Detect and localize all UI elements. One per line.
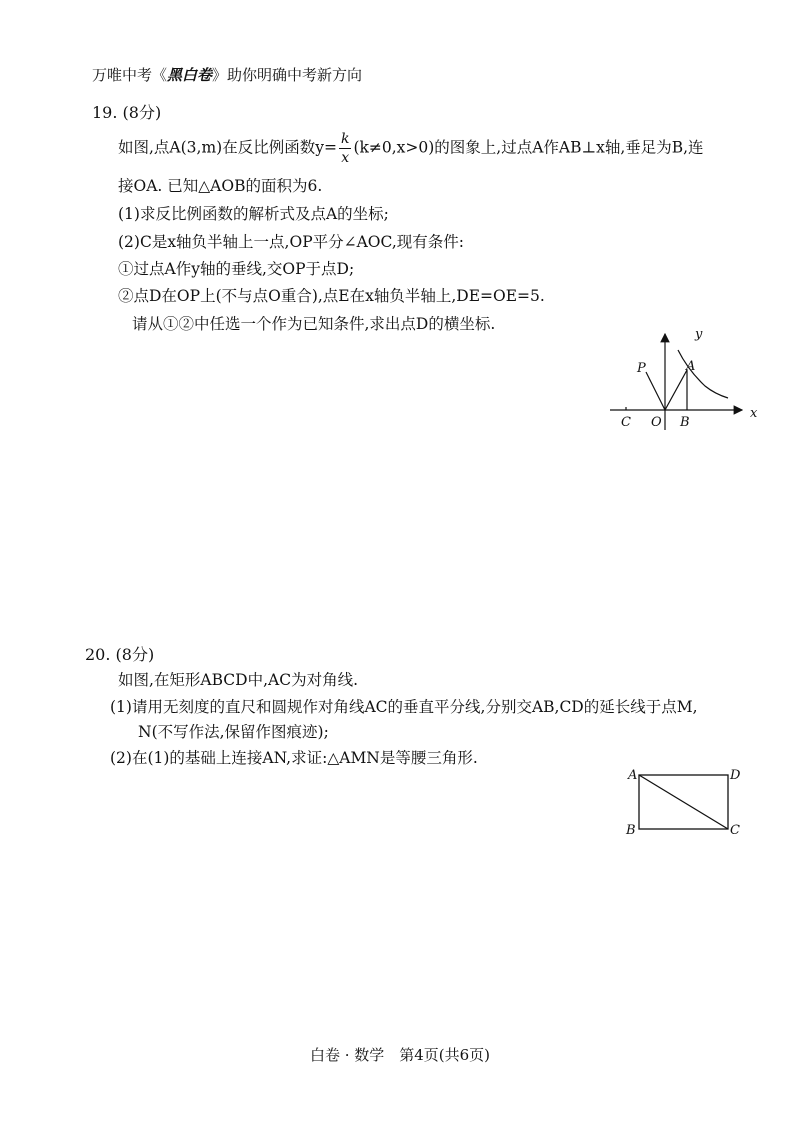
header-series: 黑白卷 [167, 66, 213, 84]
label-o: O [651, 415, 662, 430]
q20-number: 20. (8分) [85, 645, 155, 664]
q20-line-4: (2)在(1)的基础上连接AN,求证:△AMN是等腰三角形. [110, 749, 478, 767]
hyperbola-curve [678, 350, 728, 398]
segment-oa [665, 370, 687, 410]
label-b: B [680, 415, 690, 430]
q19-figure [600, 320, 760, 440]
q19-line-1 [118, 132, 704, 165]
q20-figure [620, 764, 750, 844]
label-b: B [626, 823, 636, 838]
q19-number: 19. (8分) [92, 103, 162, 122]
q19-line-7: 请从①②中任选一个作为已知条件,求出点D的横坐标. [132, 315, 496, 333]
fraction-numerator: k [340, 131, 350, 147]
label-c: C [621, 415, 631, 430]
label-x: x [750, 406, 758, 421]
q20-line-1: 如图,在矩形ABCD中,AC为对角线. [118, 671, 358, 689]
label-a: A [686, 359, 696, 374]
page-header [92, 64, 362, 85]
label-c: C [730, 823, 740, 838]
label-y: y [695, 327, 703, 342]
label-a: A [628, 768, 638, 783]
q20-line-3: N(不写作法,保留作图痕迹); [138, 723, 329, 741]
q19-line-1a: 如图,点A(3,m)在反比例函数y= [118, 138, 337, 157]
ray-op [646, 372, 665, 410]
q19-line-6: ②点D在OP上(不与点O重合),点E在x轴负半轴上,DE=OE=5. [118, 287, 545, 305]
header-suffix: 》助你明确中考新方向 [212, 66, 363, 84]
diagonal-ac [639, 775, 728, 829]
label-p: P [637, 361, 646, 376]
fraction-denominator: x [341, 150, 350, 166]
q19-line-2: 接OA. 已知△AOB的面积为6. [118, 177, 323, 195]
q19-line-5: ①过点A作y轴的垂线,交OP于点D; [118, 260, 355, 278]
q19-line-3: (1)求反比例函数的解析式及点A的坐标; [118, 205, 389, 223]
q20-line-2: (1)请用无刻度的直尺和圆规作对角线AC的垂直平分线,分别交AB,CD的延长线于点M, [110, 698, 698, 716]
q19-fraction [339, 132, 351, 165]
label-d: D [730, 768, 741, 783]
header-prefix: 万唯中考《 [92, 66, 168, 84]
q19-line-4: (2)C是x轴负半轴上一点,OP平分∠AOC,现有条件: [118, 233, 464, 251]
page-footer: 白卷 · 数学 第4页(共6页) [309, 1046, 491, 1064]
q19-line-1b: (k≠0,x>0)的图象上,过点A作AB⊥x轴,垂足为B,连 [353, 138, 704, 157]
